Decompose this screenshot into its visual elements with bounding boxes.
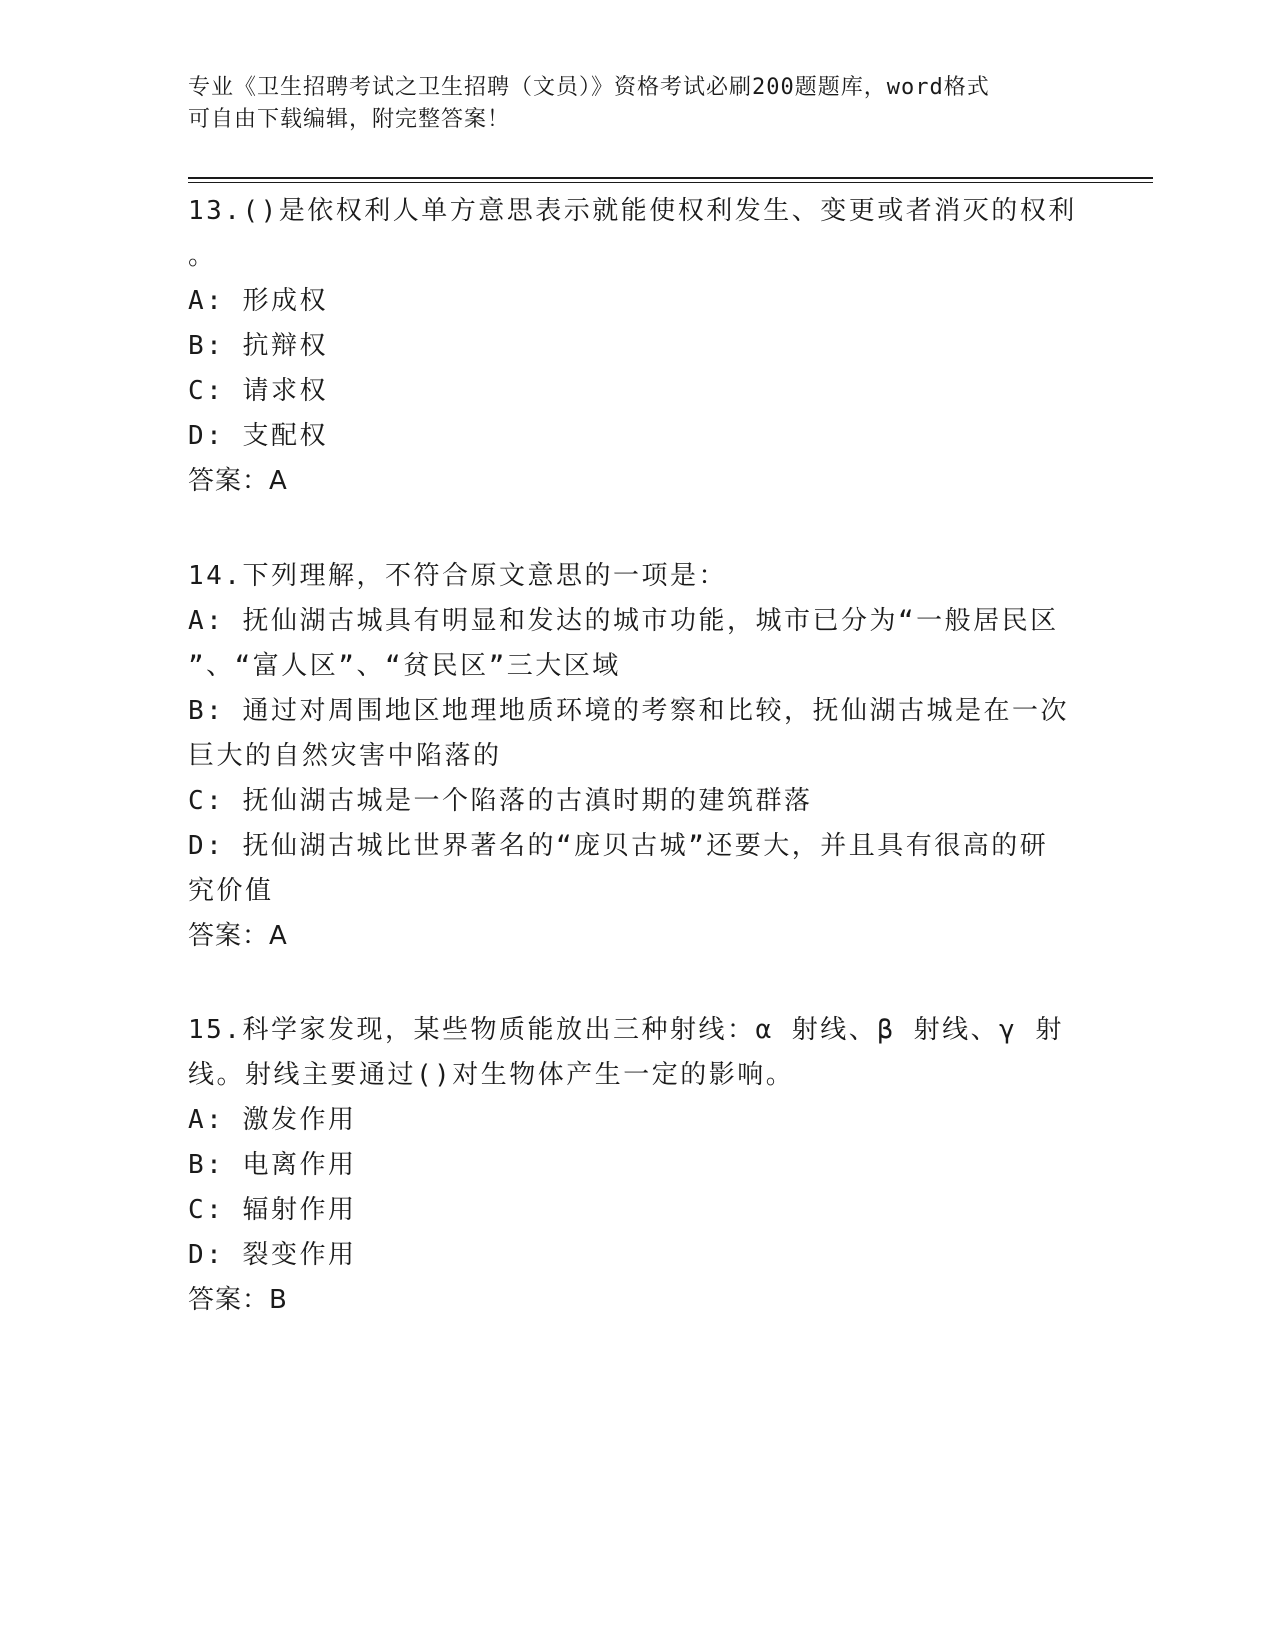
header-divider-thin: [188, 182, 1153, 183]
question-15: [188, 1008, 1088, 1323]
option-text: 形成权: [242, 286, 328, 316]
option-key: C:: [188, 786, 225, 816]
option-c: [188, 1188, 1088, 1233]
option-a: [188, 279, 1088, 324]
option-text: 支配权: [242, 421, 328, 451]
option-text: 通过对周围地区地理地质环境的考察和比较，抚仙湖古城是在一次: [242, 696, 1069, 726]
answer-value: A: [269, 921, 288, 951]
option-text: 电离作用: [242, 1150, 357, 1180]
header-divider: [188, 177, 1153, 179]
document-header: [188, 72, 1068, 136]
option-a: [188, 599, 1088, 644]
option-a: [188, 1098, 1088, 1143]
option-d: [188, 824, 1088, 869]
answer-line: [188, 459, 1088, 504]
question-14: [188, 554, 1088, 959]
question-text: [188, 554, 1088, 599]
option-b: [188, 689, 1088, 734]
option-key: A:: [188, 1105, 225, 1135]
option-key: B:: [188, 696, 225, 726]
header-line-1: 专业《卫生招聘考试之卫生招聘（文员）》资格考试必刷200题题库，word格式: [188, 75, 990, 100]
question-number: 15.: [188, 1015, 243, 1045]
option-b: [188, 324, 1088, 369]
answer-value: B: [269, 1285, 288, 1315]
question-text-continuation: 线。射线主要通过()对生物体产生一定的影响。: [188, 1060, 795, 1090]
option-key: D:: [188, 1240, 225, 1270]
option-b-continuation: 巨大的自然灾害中陷落的: [188, 741, 502, 771]
header-line-2: 可自由下载编辑，附完整答案！: [188, 107, 511, 132]
answer-value: A: [269, 466, 288, 496]
option-a-continuation: ”、“富人区”、“贫民区”三大区域: [188, 651, 621, 681]
option-d: [188, 1233, 1088, 1278]
option-d: [188, 414, 1088, 459]
option-key: B:: [188, 1150, 225, 1180]
option-key: D:: [188, 831, 225, 861]
question-stem: ()是依权利人单方意思表示就能使权利发生、变更或者消灭的权利: [242, 196, 1077, 226]
option-text: 抚仙湖古城比世界著名的“庞贝古城”还要大，并且具有很高的研: [242, 831, 1049, 861]
option-text: 抗辩权: [242, 331, 328, 361]
question-text-continuation: 。: [188, 241, 217, 271]
option-text: 请求权: [242, 376, 328, 406]
option-key: C:: [188, 1195, 225, 1225]
option-key: A:: [188, 286, 225, 316]
option-text: 激发作用: [242, 1105, 357, 1135]
option-text: 抚仙湖古城是一个陷落的古滇时期的建筑群落: [242, 786, 813, 816]
option-text: 抚仙湖古城具有明显和发达的城市功能，城市已分为“一般居民区: [242, 606, 1059, 636]
option-c: [188, 779, 1088, 824]
option-key: A:: [188, 606, 225, 636]
option-key: D:: [188, 421, 225, 451]
option-key: B:: [188, 331, 225, 361]
option-text: 裂变作用: [242, 1240, 357, 1270]
option-text: 辐射作用: [242, 1195, 357, 1225]
question-text: [188, 189, 1088, 234]
option-d-continuation: 究价值: [188, 876, 274, 906]
option-c: [188, 369, 1088, 414]
option-key: C:: [188, 376, 225, 406]
option-b: [188, 1143, 1088, 1188]
answer-line: [188, 914, 1088, 959]
question-number: 14.: [188, 561, 243, 591]
question-number: 13.: [188, 196, 243, 226]
question-13: [188, 189, 1088, 504]
answer-label: 答案：: [188, 921, 270, 951]
answer-label: 答案：: [188, 466, 270, 496]
question-stem: 科学家发现，某些物质能放出三种射线：α 射线、β 射线、γ 射: [242, 1015, 1064, 1045]
question-stem: 下列理解，不符合原文意思的一项是：: [242, 561, 727, 591]
answer-label: 答案：: [188, 1285, 270, 1315]
question-text: [188, 1008, 1088, 1053]
answer-line: [188, 1278, 1088, 1323]
